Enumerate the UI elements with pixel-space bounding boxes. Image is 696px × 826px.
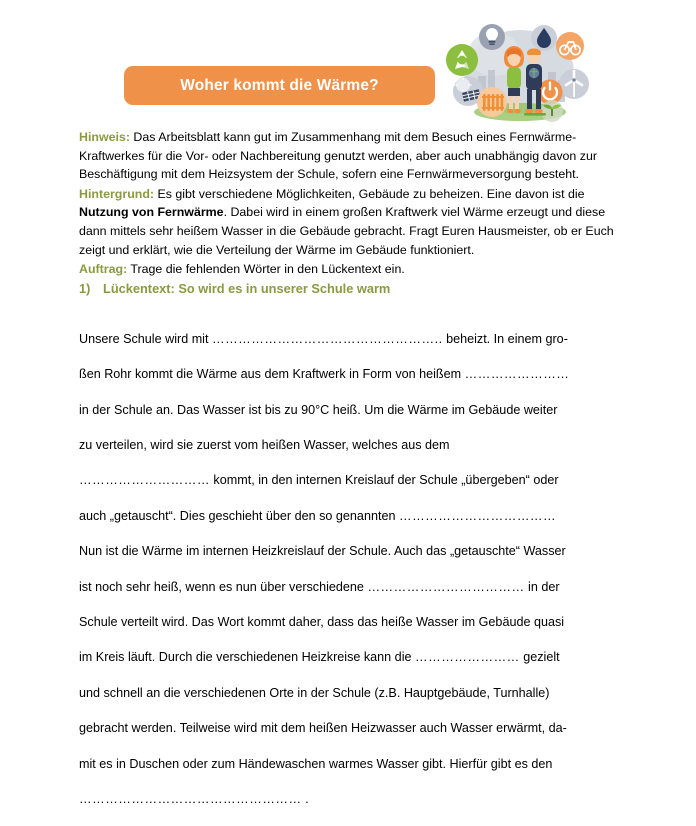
notice-paragraph	[79, 128, 617, 184]
cloze-line-pre: mit es in Duschen oder zum Händewaschen warmes Wasser gibt. Hierfür gibt es den	[79, 756, 553, 771]
recycling-icon	[446, 44, 478, 76]
water-drop-icon	[531, 25, 557, 51]
cloze-line	[79, 393, 617, 428]
cloze-line	[79, 499, 617, 534]
cloze-line-post: beheizt. In einem gro-	[442, 331, 568, 346]
assignment-label: Auftrag:	[79, 262, 128, 277]
cloze-blank[interactable]: …………………………	[79, 473, 210, 488]
cloze-line	[79, 640, 617, 675]
cloze-line	[79, 782, 617, 817]
cloze-blank[interactable]: ……………………	[464, 367, 570, 382]
cloze-blank[interactable]: ……………………………………………..	[211, 331, 443, 346]
cloze-line	[79, 605, 617, 640]
wind-turbine-icon	[559, 69, 589, 99]
cloze-blank[interactable]: ………………………………	[398, 508, 557, 523]
cloze-line	[79, 463, 617, 498]
energy-theme-illustration	[444, 14, 596, 126]
cloze-line	[79, 322, 617, 357]
cloze-line	[79, 428, 617, 463]
cloze-line-pre: Unsere Schule wird mit	[79, 331, 212, 346]
cloze-line-pre: Nun ist die Wärme im internen Heizkreislauf der Schule. Auch das „getauschte“ Wasser	[79, 544, 566, 559]
title-banner	[124, 66, 435, 105]
document-header	[0, 0, 696, 128]
assignment-text: Trage die fehlenden Wörter in den Lückentext ein.	[127, 262, 405, 277]
cloze-line-pre: ßen Rohr kommt die Wärme aus dem Kraftwerk in Form von heißem	[79, 367, 465, 382]
cloze-line-pre: in der Schule an. Das Wasser ist bis zu 90°C heiß. Um die Wärme im Gebäude weiter	[79, 402, 558, 417]
cloze-line	[79, 357, 617, 392]
cloze-line-post: kommt, in den internen Kreislauf der Schule „übergeben“ oder	[209, 473, 559, 488]
background-text-after: . Dabei wird in einem großen Kraftwerk viel Wärme erzeugt und diese dann mittels sehr heißem Wasser in die Gebäude gebracht. Fragt Euren Hausmeister, ob er Euch zeigt und erklärt, wie die Verteilung der Wärme im Gebäude funktioniert.	[79, 205, 614, 257]
task-heading-text: Lückentext: So wird es in unserer Schule warm	[103, 280, 391, 296]
background-paragraph	[79, 185, 617, 259]
background-bold-phrase: Nutzung von Fernwärme	[79, 205, 224, 220]
plant-sprout-icon	[541, 100, 563, 122]
notice-label: Hinweis:	[79, 130, 130, 144]
cloze-line-pre: im Kreis läuft. Durch die verschiedenen Heizkreise kann die	[79, 650, 415, 665]
background-text-before: Es gibt verschiedene Möglichkeiten, Gebäude zu beheizen. Eine davon ist die	[154, 186, 585, 201]
cloze-text-block	[79, 322, 617, 818]
cloze-line-post: .	[301, 792, 309, 807]
cloze-line-post: in der	[524, 579, 560, 594]
cloze-line-pre: auch „getauscht“. Dies geschieht über den so genannten	[79, 508, 399, 523]
task-number: 1)	[79, 280, 91, 296]
cloze-blank[interactable]: ………………………………	[367, 579, 525, 594]
cloze-line-post: gezielt	[519, 650, 560, 665]
cloze-line-pre: ist noch sehr heiß, wenn es nun über verschiedene	[79, 579, 368, 594]
background-label: Hintergrund:	[79, 186, 155, 201]
cloze-line-pre: gebracht werden. Teilweise wird mit dem heißen Heizwasser auch Wasser erwärmt, da-	[79, 721, 567, 736]
cloze-line	[79, 570, 617, 605]
cloze-line-pre: und schnell an die verschiedenen Orte in der Schule (z.B. Hauptgebäude, Turnhalle)	[79, 685, 550, 700]
cloze-blank[interactable]: ……………………………………………	[79, 792, 302, 807]
cloze-line-pre: zu verteilen, wird sie zuerst vom heißen Wasser, welches aus dem	[79, 437, 450, 452]
cloze-line-pre: Schule verteilt wird. Das Wort kommt daher, dass das heiße Wasser im Gebäude quasi	[79, 615, 565, 629]
title-banner-text: Woher kommt die Wärme?	[180, 76, 379, 94]
notice-text: Das Arbeitsblatt kann gut im Zusammenhang mit dem Besuch eines Fernwärme-Kraftwerkes für die Vor- oder Nachbereitung genutzt werden, aber auch unabhängig davon zur Beschäftigung mit dem Heizsystem der Schule, sofern eine Fernwärmeversorgung besteht.	[79, 130, 597, 182]
assignment-paragraph	[79, 260, 617, 279]
cloze-blank[interactable]: ……………………	[415, 650, 520, 665]
task-heading	[79, 280, 617, 298]
document-body	[79, 128, 617, 817]
cloze-line	[79, 534, 617, 569]
bicycle-icon	[556, 32, 584, 60]
lightbulb-icon	[479, 24, 505, 50]
radiator-icon	[477, 87, 507, 117]
cloze-line	[79, 747, 617, 782]
cloze-line	[79, 676, 617, 711]
cloze-line	[79, 711, 617, 746]
